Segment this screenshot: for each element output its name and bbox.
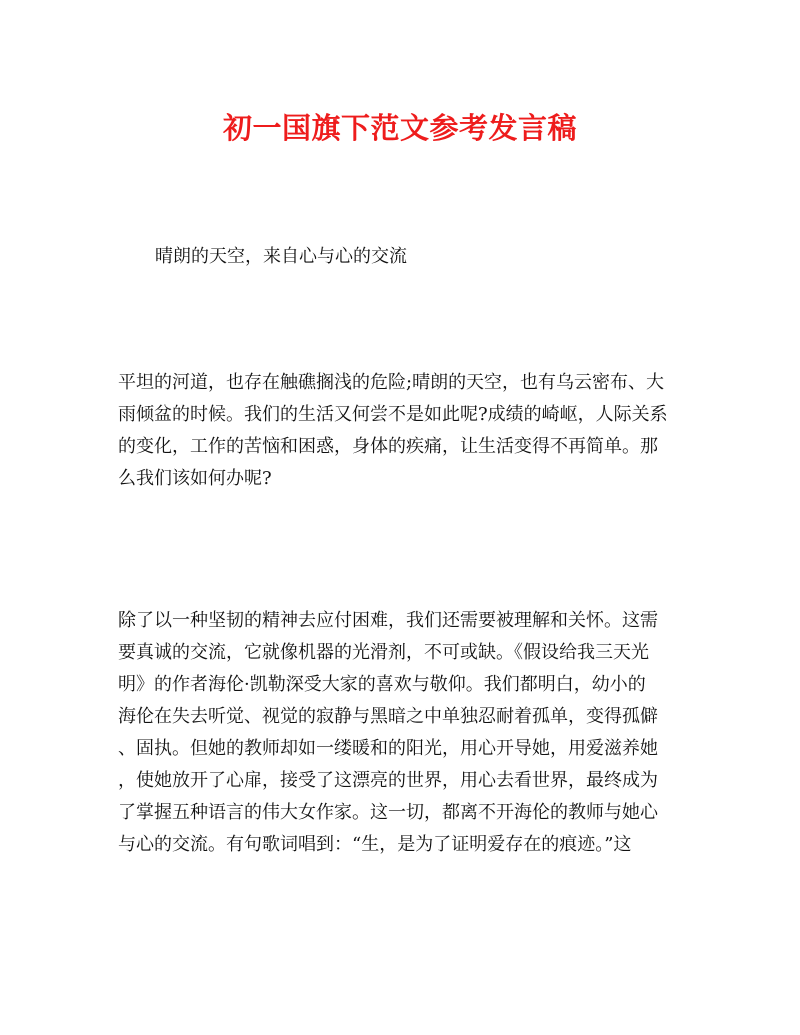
paragraph-line: 么我们该如何办呢? (118, 468, 272, 489)
paragraph-line: 了掌握五种语言的伟大女作家。这一切，都离不开海伦的教师与她心 (118, 802, 658, 823)
paragraph-line: 除了以一种坚韧的精神去应付困难，我们还需要被理解和关怀。这需 (118, 610, 658, 631)
paragraph-line: ，使她放开了心扉，接受了这漂亮的世界，用心去看世界，最终成为 (118, 770, 658, 791)
paragraph-line: 的变化，工作的苦恼和困惑，身体的疾痛，让生活变得不再简单。那 (118, 436, 658, 457)
paragraph-2 (118, 605, 658, 861)
paragraph-line: 与心的交流。有句歌词唱到：“生，是为了证明爱存在的痕迹。”这 (118, 834, 632, 855)
page-title: 初一国旗下范文参考发言稿 (222, 111, 577, 145)
paragraph-line: 雨倾盆的时候。我们的生活又何尝不是如此呢?成绩的崎岖，人际关系 (118, 404, 668, 425)
paragraph-line: 海伦在失去听觉、视觉的寂静与黑暗之中单独忍耐着孤单，变得孤僻 (118, 706, 658, 727)
subtitle: 晴朗的天空，来自心与心的交流 (155, 246, 407, 267)
paragraph-line: 平坦的河道，也存在触礁搁浅的危险;晴朗的天空，也有乌云密布、大 (118, 372, 665, 393)
paragraph-line: 、固执。但她的教师却如一缕暖和的阳光，用心开导她，用爱滋养她 (118, 738, 658, 759)
paragraph-line: 明》的作者海伦·凯勒深受大家的喜欢与敬仰。我们都明白，幼小的 (118, 674, 646, 695)
paragraph-line: 要真诚的交流，它就像机器的光滑剂，不可或缺。《假设给我三天光 (118, 642, 649, 663)
paragraph-1 (118, 367, 668, 495)
